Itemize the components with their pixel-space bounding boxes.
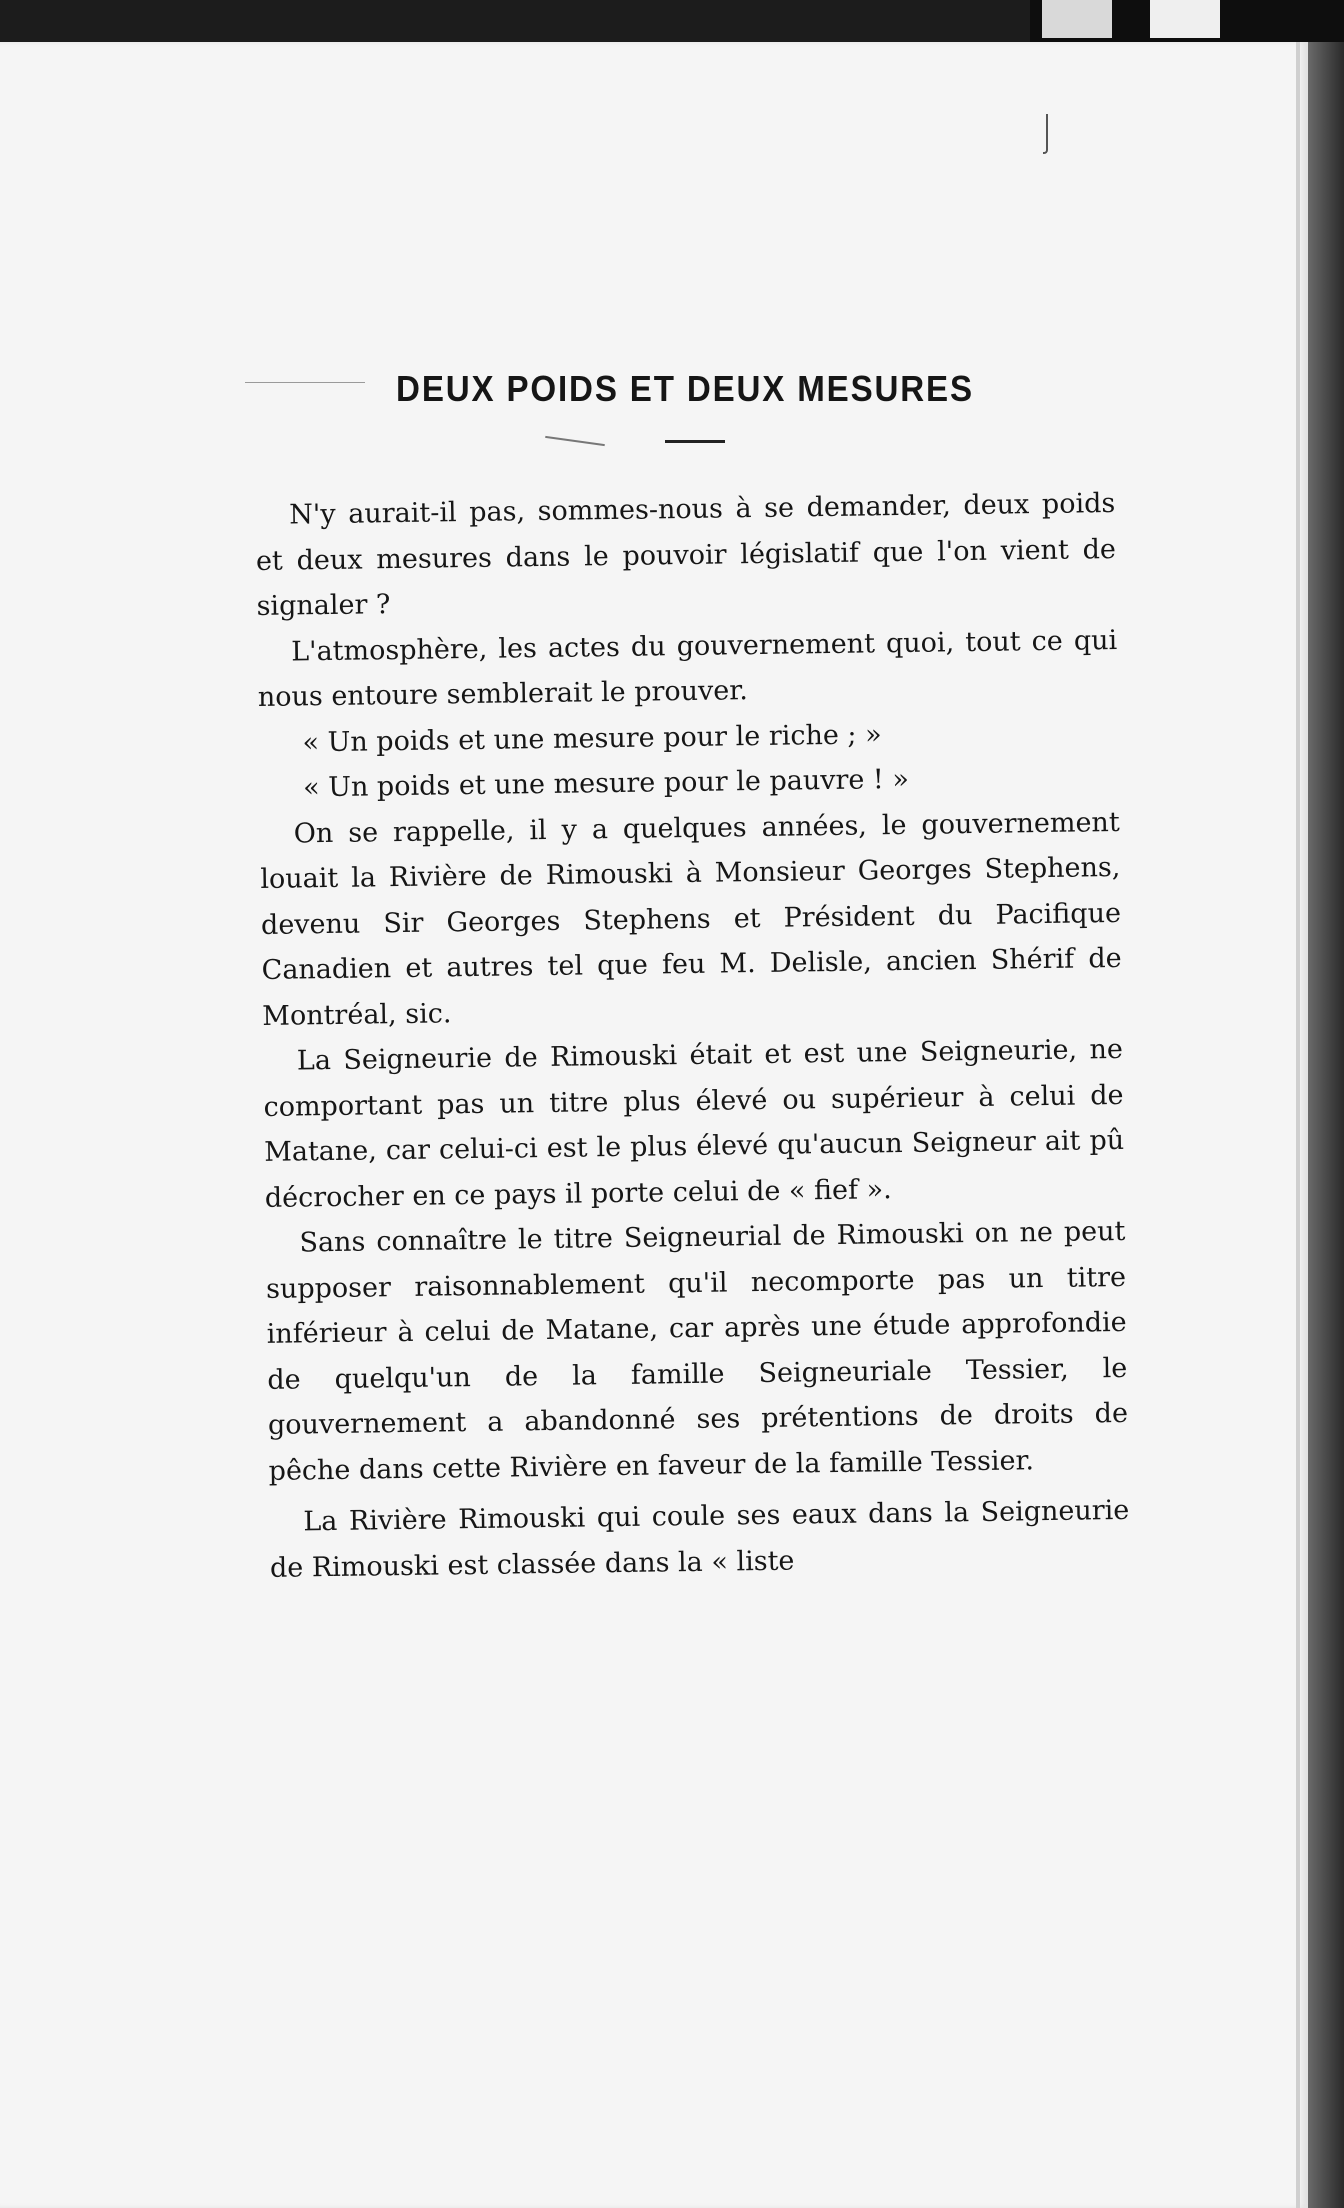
quote-line: « Un poids et une mesure pour le riche ; »	[302, 718, 882, 758]
paragraph: On se rappelle, il y a quelques années, le gouvernement louait la Rivière de Rimouski à Monsieur Georges Stephens, devenu Sir Georges Stephens et Président du Pacifique Canadien et autres tel que feu M. Delisle, ancien Shérif de Montréal, sic.	[260, 806, 1122, 1032]
page-title: DEUX POIDS ET DEUX MESURES	[396, 368, 974, 409]
ink-mark	[545, 436, 605, 446]
scanner-edge-light	[1150, 0, 1220, 38]
paragraph: Sans connaître le titre Seigneurial de Rimouski on ne peut supposer raisonnablement qu'il necomporte pas un titre inférieur à celui de Matane, car après une étude approfondie de quelqu'un de la famille Seigneuriale Tessier, le gouvernement a abandonné ses prétentions de droits de pêche dans cette Rivière en faveur de la famille Tessier.	[265, 1215, 1129, 1487]
binding-edge	[1308, 42, 1344, 2208]
body-text	[255, 481, 1130, 1591]
paragraph: N'y aurait-il pas, sommes-nous à se demander, deux poids et deux mesures dans le pouvoir législatif que l'on vient de signaler ?	[255, 487, 1117, 622]
title-divider	[665, 440, 725, 443]
page-content	[255, 360, 1130, 1591]
pencil-mark	[1043, 114, 1048, 154]
paragraph: La Rivière Rimouski qui coule ses eaux dans la Seigneurie de Rimouski est classée dans la « liste	[269, 1494, 1130, 1584]
paragraph: L'atmosphère, les actes du gouvernement quoi, tout ce qui nous entoure semblerait le prouver.	[257, 624, 1118, 713]
quote-line: « Un poids et une mesure pour le pauvre ! »	[302, 763, 910, 804]
scanned-page	[0, 42, 1308, 2208]
scanner-background-strip	[1030, 0, 1344, 46]
scanner-edge-light	[1042, 0, 1112, 38]
page-fold	[1296, 42, 1300, 2208]
paragraph: La Seigneurie de Rimouski était et est une Seigneurie, ne comportant pas un titre plus élevé ou supérieur à celui de Matane, car celui-ci est le plus élevé qu'aucun Seigneur ait pû décrocher en ce pays il porte celui de « fief ».	[263, 1033, 1125, 1214]
